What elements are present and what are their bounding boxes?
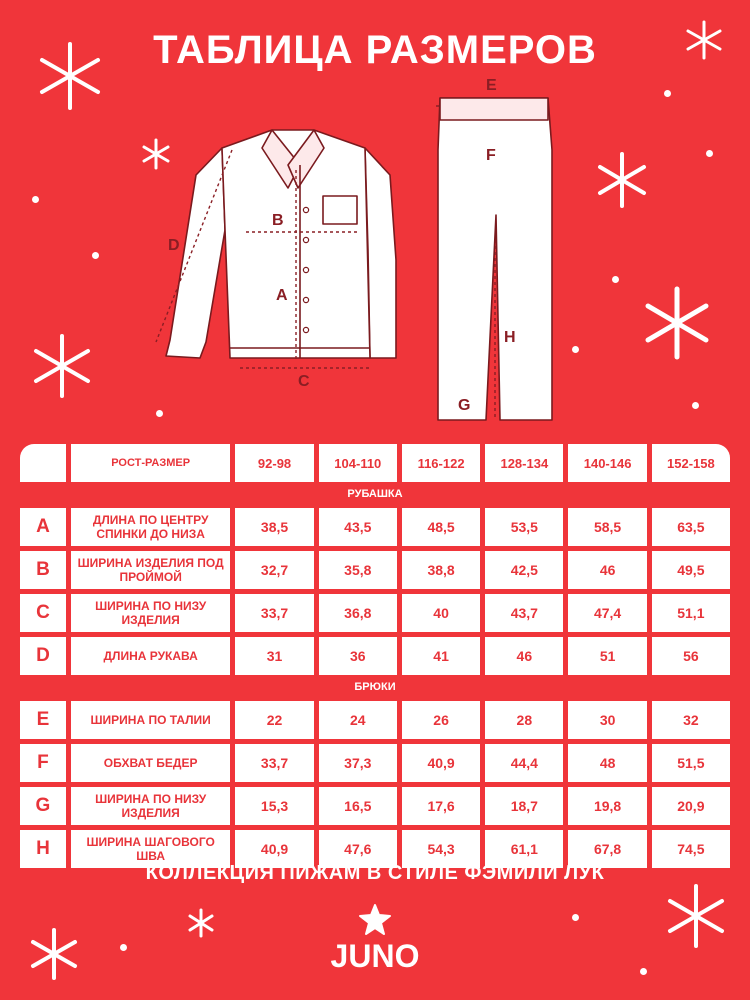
snowflake-icon <box>34 40 106 112</box>
snow-dot <box>572 346 579 353</box>
table-row <box>20 787 730 825</box>
shirt-rows <box>20 508 730 675</box>
row-value: 58,5 <box>568 508 646 546</box>
column-header-size: 104-110 <box>319 444 397 482</box>
row-value: 44,4 <box>485 744 563 782</box>
row-value: 46 <box>568 551 646 589</box>
row-value: 41 <box>402 637 480 675</box>
row-value: 51 <box>568 637 646 675</box>
row-value: 35,8 <box>319 551 397 589</box>
label-b: B <box>272 212 284 229</box>
row-letter: G <box>20 787 66 825</box>
snow-dot <box>32 196 39 203</box>
row-measurement-name: ШИРИНА ШАГОВОГО ШВА <box>71 830 231 868</box>
row-letter: F <box>20 744 66 782</box>
row-value: 20,9 <box>652 787 730 825</box>
snow-dot <box>706 150 713 157</box>
row-value: 40,9 <box>235 830 313 868</box>
row-value: 61,1 <box>485 830 563 868</box>
row-value: 43,5 <box>319 508 397 546</box>
row-value: 19,8 <box>568 787 646 825</box>
row-value: 38,5 <box>235 508 313 546</box>
row-value: 47,4 <box>568 594 646 632</box>
snow-dot <box>156 410 163 417</box>
page-title: ТАБЛИЦА РАЗМЕРОВ <box>153 28 597 72</box>
label-c: C <box>298 373 310 390</box>
table-row <box>20 744 730 782</box>
snow-dot <box>572 914 579 921</box>
row-value: 40 <box>402 594 480 632</box>
snow-dot <box>92 252 99 259</box>
table-header-row <box>20 444 730 482</box>
row-value: 31 <box>235 637 313 675</box>
snowflake-icon <box>30 334 94 398</box>
pajama-illustration <box>0 0 750 440</box>
row-value: 28 <box>485 701 563 739</box>
row-value: 26 <box>402 701 480 739</box>
row-value: 49,5 <box>652 551 730 589</box>
row-value: 63,5 <box>652 508 730 546</box>
row-value: 22 <box>235 701 313 739</box>
row-measurement-name: ШИРИНА ПО ТАЛИИ <box>71 701 231 739</box>
row-letter: C <box>20 594 66 632</box>
row-value: 42,5 <box>485 551 563 589</box>
snowflake-icon <box>684 20 724 60</box>
collection-caption: КОЛЛЕКЦИЯ ПИЖАМ В СТИЛЕ ФЭМИЛИ ЛУК <box>145 862 605 884</box>
row-value: 51,1 <box>652 594 730 632</box>
table-corner-cell <box>20 444 66 482</box>
row-letter: H <box>20 830 66 868</box>
row-value: 32,7 <box>235 551 313 589</box>
label-e: E <box>486 77 497 94</box>
row-letter: E <box>20 701 66 739</box>
row-value: 46 <box>485 637 563 675</box>
row-measurement-name: ШИРИНА ПО НИЗУ ИЗДЕЛИЯ <box>71 787 231 825</box>
size-table <box>20 444 730 873</box>
row-measurement-name: ШИРИНА ИЗДЕЛИЯ ПОД ПРОЙМОЙ <box>71 551 231 589</box>
table-row <box>20 551 730 589</box>
star-icon <box>358 904 392 936</box>
snowflake-icon <box>186 908 216 938</box>
row-value: 51,5 <box>652 744 730 782</box>
row-value: 56 <box>652 637 730 675</box>
snow-dot <box>664 90 671 97</box>
row-value: 33,7 <box>235 744 313 782</box>
row-value: 17,6 <box>402 787 480 825</box>
section-title-shirt: РУБАШКА <box>347 488 403 500</box>
snowflake-icon <box>594 152 650 208</box>
row-measurement-name: ОБХВАТ БЕДЕР <box>71 744 231 782</box>
table-row <box>20 508 730 546</box>
column-header-size: 140-146 <box>568 444 646 482</box>
row-value: 32 <box>652 701 730 739</box>
table-row <box>20 594 730 632</box>
row-value: 47,6 <box>319 830 397 868</box>
section-title-pants: БРЮКИ <box>354 681 396 693</box>
snow-dot <box>692 402 699 409</box>
row-value: 48 <box>568 744 646 782</box>
column-header-size: 92-98 <box>235 444 313 482</box>
row-measurement-name: ДЛИНА ПО ЦЕНТРУ СПИНКИ ДО НИЗА <box>71 508 231 546</box>
column-header-label: РОСТ-РАЗМЕР <box>71 444 231 482</box>
shirt-drawing <box>166 130 396 358</box>
pants-rows <box>20 701 730 868</box>
row-value: 67,8 <box>568 830 646 868</box>
row-measurement-name: ШИРИНА ПО НИЗУ ИЗДЕЛИЯ <box>71 594 231 632</box>
label-a: A <box>276 287 288 304</box>
column-header-size: 128-134 <box>485 444 563 482</box>
row-value: 43,7 <box>485 594 563 632</box>
label-f: F <box>486 147 496 164</box>
table-row <box>20 637 730 675</box>
row-value: 40,9 <box>402 744 480 782</box>
row-value: 15,3 <box>235 787 313 825</box>
row-value: 33,7 <box>235 594 313 632</box>
row-value: 24 <box>319 701 397 739</box>
row-letter: B <box>20 551 66 589</box>
row-value: 30 <box>568 701 646 739</box>
label-g: G <box>458 397 471 414</box>
row-value: 16,5 <box>319 787 397 825</box>
label-h: H <box>504 329 516 346</box>
row-value: 48,5 <box>402 508 480 546</box>
row-value: 53,5 <box>485 508 563 546</box>
column-header-size: 152-158 <box>652 444 730 482</box>
row-value: 38,8 <box>402 551 480 589</box>
row-letter: A <box>20 508 66 546</box>
row-value: 18,7 <box>485 787 563 825</box>
row-value: 54,3 <box>402 830 480 868</box>
column-header-size: 116-122 <box>402 444 480 482</box>
row-value: 37,3 <box>319 744 397 782</box>
row-value: 36 <box>319 637 397 675</box>
label-d: D <box>168 237 180 254</box>
snow-dot <box>612 276 619 283</box>
brand-logo-text: JUNO <box>330 938 420 974</box>
row-value: 74,5 <box>652 830 730 868</box>
row-measurement-name: ДЛИНА РУКАВА <box>71 637 231 675</box>
snowflake-icon <box>140 138 172 170</box>
snowflake-icon <box>640 286 714 360</box>
row-letter: D <box>20 637 66 675</box>
table-row <box>20 701 730 739</box>
row-value: 36,8 <box>319 594 397 632</box>
